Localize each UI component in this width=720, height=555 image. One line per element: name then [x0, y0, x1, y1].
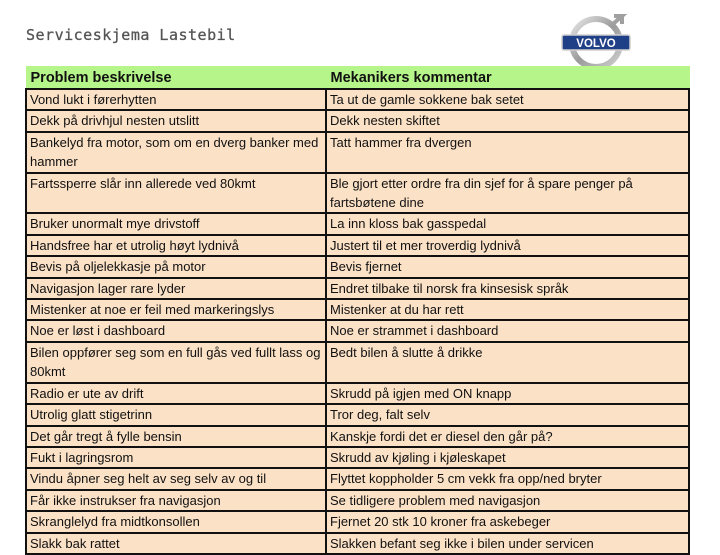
problem-cell: Vond lukt i førerhytten: [26, 89, 326, 110]
problem-cell: Mistenker at noe er feil med markeringslys: [26, 299, 326, 320]
comment-cell: Bedt bilen å slutte å drikke: [326, 342, 689, 383]
table-row: [26, 110, 689, 131]
table-row: [26, 426, 689, 447]
problem-cell: Noe er løst i dashboard: [26, 320, 326, 341]
page-title: Serviceskjema Lastebil: [26, 26, 236, 44]
comment-cell: Skrudd av kjøling i kjøleskapet: [326, 447, 689, 468]
problem-cell: Slakk bak rattet: [26, 533, 326, 554]
comment-cell: La inn kloss bak gasspedal: [326, 213, 689, 234]
problem-cell: Radio er ute av drift: [26, 383, 326, 404]
table-row: [26, 342, 689, 383]
problem-cell: Vindu åpner seg helt av seg selv av og til: [26, 468, 326, 489]
volvo-logo: [556, 10, 636, 72]
problem-cell: Bruker unormalt mye drivstoff: [26, 213, 326, 234]
comment-cell: Fjernet 20 stk 10 kroner fra askebeger: [326, 511, 689, 532]
comment-cell: Endret tilbake til norsk fra kinsesisk språk: [326, 278, 689, 299]
problem-cell: Utrolig glatt stigetrinn: [26, 404, 326, 425]
comment-cell: Ta ut de gamle sokkene bak setet: [326, 89, 689, 110]
comment-cell: Se tidligere problem med navigasjon: [326, 490, 689, 511]
service-table: [25, 66, 690, 555]
problem-cell: Skranglelyd fra midtkonsollen: [26, 511, 326, 532]
table-row: [26, 320, 689, 341]
problem-cell: Navigasjon lager rare lyder: [26, 278, 326, 299]
comment-cell: Mistenker at du har rett: [326, 299, 689, 320]
comment-cell: Tror deg, falt selv: [326, 404, 689, 425]
table-row: [26, 299, 689, 320]
problem-cell: Dekk på drivhjul nesten utslitt: [26, 110, 326, 131]
comment-cell: Dekk nesten skiftet: [326, 110, 689, 131]
header-problem: Problem beskrivelse: [26, 67, 326, 90]
table-row: [26, 213, 689, 234]
table-row: [26, 173, 689, 214]
table-row: [26, 511, 689, 532]
comment-cell: Justert til et mer troverdig lydnivå: [326, 235, 689, 256]
table-row: [26, 132, 689, 173]
table-row: [26, 468, 689, 489]
table-row: [26, 89, 689, 110]
table-row: [26, 490, 689, 511]
table-row: [26, 256, 689, 277]
comment-cell: Flyttet koppholder 5 cm vekk fra opp/ned bryter: [326, 468, 689, 489]
problem-cell: Får ikke instrukser fra navigasjon: [26, 490, 326, 511]
table-row: [26, 235, 689, 256]
header-comment: Mekanikers kommentar: [326, 67, 689, 90]
comment-cell: Skrudd på igjen med ON knapp: [326, 383, 689, 404]
table-row: [26, 278, 689, 299]
table-row: [26, 404, 689, 425]
problem-cell: Handsfree har et utrolig høyt lydnivå: [26, 235, 326, 256]
problem-cell: Bankelyd fra motor, som om en dverg banker med hammer: [26, 132, 326, 173]
table-row: [26, 447, 689, 468]
comment-cell: Kanskje fordi det er diesel den går på?: [326, 426, 689, 447]
comment-cell: Bevis fjernet: [326, 256, 689, 277]
table-row: [26, 383, 689, 404]
problem-cell: Bevis på oljelekkasje på motor: [26, 256, 326, 277]
problem-cell: Fukt i lagringsrom: [26, 447, 326, 468]
comment-cell: Slakken befant seg ikke i bilen under servicen: [326, 533, 689, 554]
header-row: [26, 67, 689, 90]
problem-cell: Fartssperre slår inn allerede ved 80kmt: [26, 173, 326, 214]
problem-cell: Det går tregt å fylle bensin: [26, 426, 326, 447]
comment-cell: Noe er strammet i dashboard: [326, 320, 689, 341]
problem-cell: Bilen oppfører seg som en full gås ved fullt lass og 80kmt: [26, 342, 326, 383]
logo-text: VOLVO: [576, 38, 616, 50]
comment-cell: Ble gjort etter ordre fra din sjef for å spare penger på fartsbøtene dine: [326, 173, 689, 214]
comment-cell: Tatt hammer fra dvergen: [326, 132, 689, 173]
volvo-iron-mark-icon: [556, 10, 636, 72]
